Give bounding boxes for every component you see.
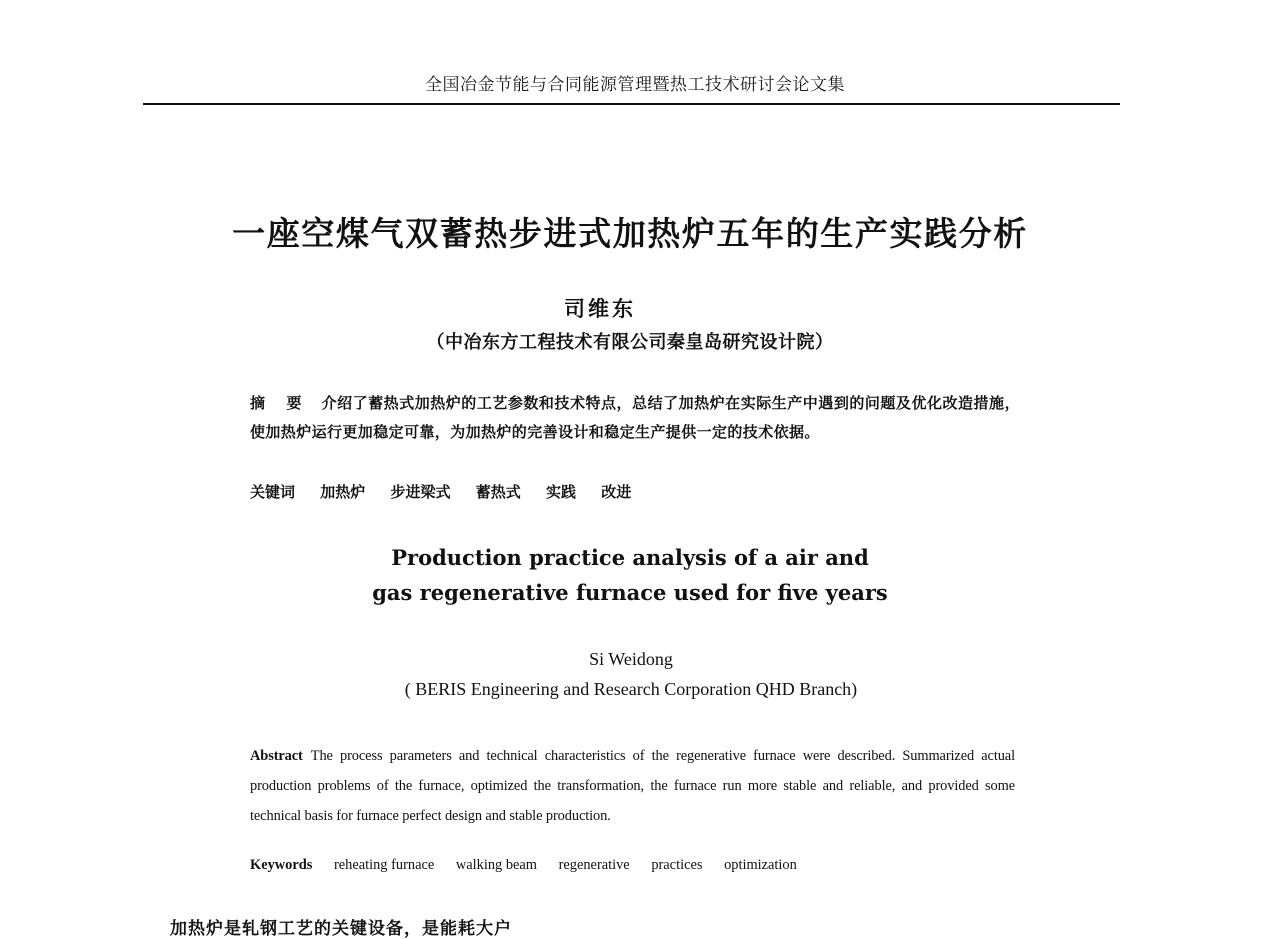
- abstract-cn-text: 介绍了蓄热式加热炉的工艺参数和技术特点，总结了加热炉在实际生产中遇到的问题及优化改造措施，使加热炉运行更加稳定可靠，为加热炉的完善设计和稳定生产提供一定的技术依据。: [250, 394, 1020, 441]
- abstract-cn-label: 摘 要: [250, 394, 310, 412]
- abstract-en-text: The process parameters and technical characteristics of the regenerative furnace were described. Summarized actual production problems of the furnace, optimized the transformation, the furnace run more stable and reliable, and provided some technical basis for furnace perfect design and stable production.: [250, 748, 1015, 824]
- abstract-cn: [250, 389, 1020, 447]
- keyword-cn: 步进梁式: [390, 483, 451, 501]
- keyword-en: reheating furnace: [333, 857, 435, 873]
- keyword-cn: 蓄热式: [475, 483, 521, 501]
- affiliation-en: ( BERIS Engineering and Research Corporation QHD Branch): [404, 679, 858, 699]
- author-cn: 司维东: [564, 297, 636, 321]
- affiliation-cn: （中冶东方工程技术有限公司秦皇岛研究设计院）: [426, 332, 834, 353]
- keyword-cn: 加热炉: [320, 483, 366, 501]
- keywords-en-label: Keywords: [250, 857, 313, 873]
- abstract-en: [250, 741, 1015, 831]
- keyword-en: regenerative: [558, 857, 630, 873]
- keyword-cn: 改进: [601, 483, 632, 501]
- body-text-cutoff-line: 加热炉是轧钢工艺的关键设备，是能耗大户: [170, 919, 512, 939]
- abstract-en-label: Abstract: [250, 748, 303, 764]
- body-text-cutoff: [170, 914, 630, 939]
- paper-title-en-line1: Production practice analysis of a air and: [391, 545, 869, 570]
- header-rule: [143, 103, 1120, 105]
- keyword-en: practices: [651, 857, 703, 873]
- paper-title-en: [230, 540, 1030, 610]
- keyword-en: walking beam: [455, 857, 537, 873]
- keyword-en: optimization: [724, 857, 797, 873]
- keywords-cn-label: 关键词: [250, 483, 296, 501]
- keywords-en: [250, 857, 797, 874]
- paper-title-en-line2: gas regenerative furnace used for five years: [372, 580, 888, 605]
- keywords-cn: [250, 478, 631, 507]
- paper-title-cn: 一座空煤气双蓄热步进式加热炉五年的生产实践分析: [232, 214, 1028, 253]
- running-head: 全国冶金节能与合同能源管理暨热工技术研讨会论文集: [425, 75, 845, 95]
- author-en: Si Weidong: [589, 649, 673, 669]
- keyword-cn: 实践: [546, 483, 577, 501]
